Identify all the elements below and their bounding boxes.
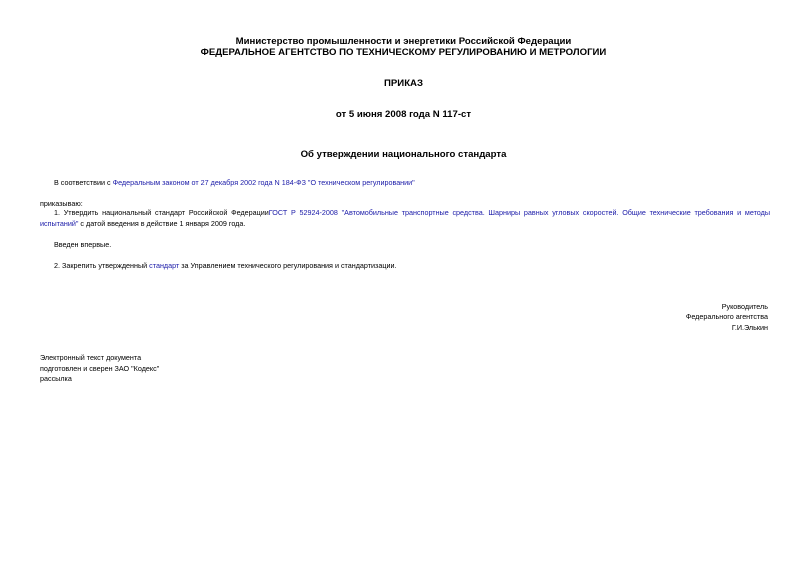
gost-standard-link[interactable]: ГОСТ Р 52924-2008 "Автомобильные транспортные средства. Шарниры равных угловых скоростей. Общие технические требования и методы — [268, 208, 770, 217]
order-word: приказываю: — [40, 199, 83, 208]
footer-line2: подготовлен и сверен ЗАО "Кодекс" — [40, 364, 160, 373]
item1-line2 — [40, 219, 245, 228]
signature-title1: Руководитель — [721, 302, 768, 311]
basis-prefix: В соответствии с — [54, 178, 113, 187]
signature-name: Г.И.Элькин — [731, 323, 768, 332]
ministry-heading: Министерство промышленности и энергетики Российской Федерации — [235, 36, 572, 47]
agency-heading: ФЕДЕРАЛЬНОЕ АГЕНТСТВО ПО ТЕХНИЧЕСКОМУ РЕГУЛИРОВАНИЮ И МЕТРОЛОГИИ — [200, 47, 607, 58]
basis-paragraph — [54, 178, 415, 187]
document-type: ПРИКАЗ — [384, 78, 423, 89]
footer-line1: Электронный текст документа — [40, 353, 142, 362]
item1-prefix: 1. Утвердить национальный стандарт Российской Федерации — [54, 208, 269, 217]
item1-suffix: с датой введения в действие 1 января 2009 года. — [78, 219, 246, 228]
signature-title2: Федерального агентства — [685, 312, 768, 321]
introduced-note: Введен впервые. — [54, 240, 112, 249]
document-subject: Об утверждении национального стандарта — [300, 149, 507, 160]
footer-line3: рассылка — [40, 374, 72, 383]
item2-paragraph — [54, 261, 397, 270]
item2-suffix: за Управлением технического регулирования и стандартизации. — [179, 261, 397, 270]
standard-link[interactable]: стандарт — [149, 261, 180, 270]
document-date-number: от 5 июня 2008 года N 117-ст — [335, 109, 472, 120]
item2-prefix: 2. Закрепить утвержденный — [54, 261, 150, 270]
item1-line1 — [40, 208, 770, 217]
gost-standard-link-cont[interactable]: испытаний" — [40, 219, 79, 228]
federal-law-link[interactable]: Федеральным законом от 27 декабря 2002 года N 184-ФЗ "О техническом регулировании" — [112, 178, 415, 187]
